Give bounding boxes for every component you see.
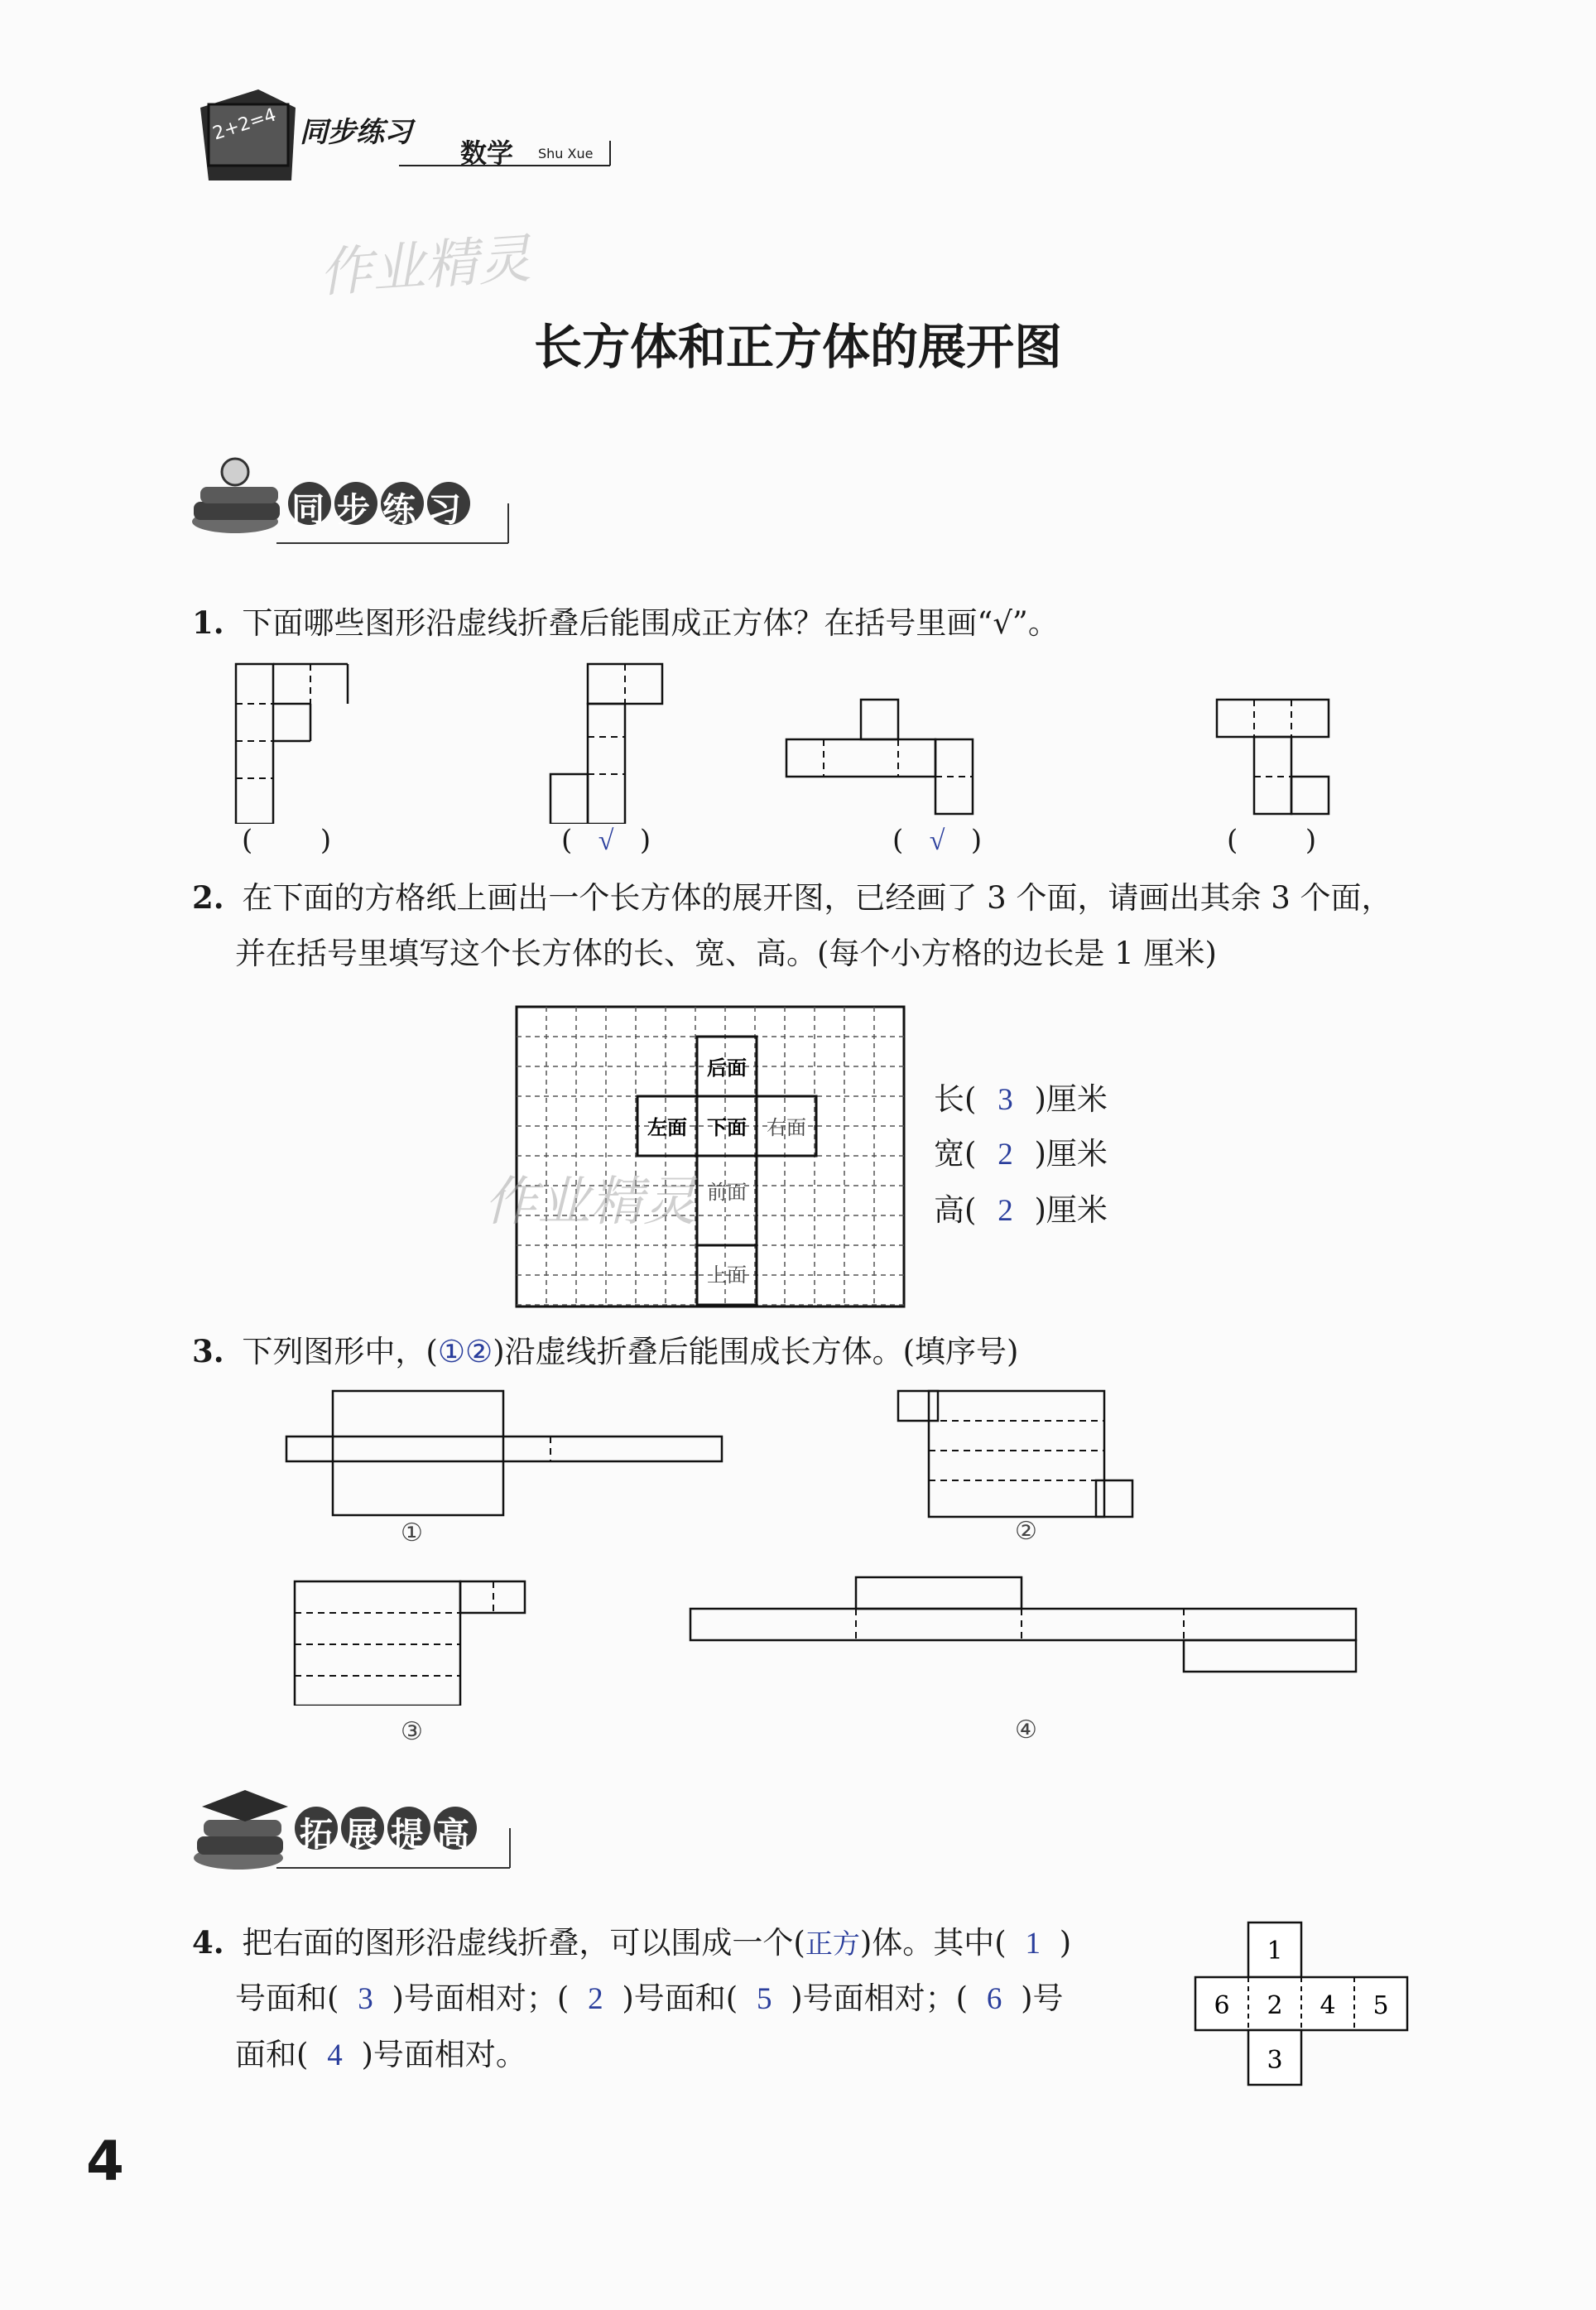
q2-prompt-line1: 2. 在下面的方格纸上画出一个长方体的展开图，已经画了 3 个面，请画出其余 3 个面， <box>192 879 1392 916</box>
q2-width: 宽( 2 )厘米 <box>934 1136 1108 1172</box>
page-number: 4 <box>86 2130 124 2193</box>
q1-answer-2: ( √ ) <box>561 824 651 857</box>
q3-label-4: ④ <box>1015 1716 1037 1745</box>
series-name: 同步练习 <box>300 116 412 149</box>
net-face-3: 3 <box>1267 2046 1283 2075</box>
watermark-top: 作业精灵 <box>317 229 533 305</box>
q3-label-1: ① <box>401 1518 423 1547</box>
q4-net <box>1192 1918 1416 2090</box>
subject-name: 数学 <box>460 137 514 169</box>
face-bottom: 下面 <box>707 1115 747 1139</box>
q2-prompt-line2: 并在括号里填写这个长方体的长、宽、高。(每个小方格的边长是 1 厘米) <box>235 936 1217 971</box>
q2-length: 长( 3 )厘米 <box>934 1081 1108 1117</box>
face-right: 右面 <box>767 1116 806 1139</box>
q3-label-3: ③ <box>401 1717 423 1746</box>
q3-number: 3. <box>192 1333 224 1369</box>
q4-line2: 号面和( 3 )号面相对；( 2 )号面和( 5 )号面相对；( 6 )号 <box>235 1980 1064 2016</box>
net-face-6: 6 <box>1214 1991 1230 2020</box>
q2-height: 高( 2 )厘米 <box>934 1192 1108 1228</box>
q1-answer-3: ( √ ) <box>892 824 983 857</box>
q1-prompt <box>192 604 1059 642</box>
q3-prompt: 3. 下列图形中，(①②)沿虚线折叠后能围成长方体。(填序号) <box>192 1333 1019 1369</box>
board-text: 2+2=4 <box>210 104 279 145</box>
q4-number: 4. <box>192 1924 224 1961</box>
q3-figures <box>281 1383 1366 1706</box>
net-face-4: 4 <box>1320 1991 1336 2020</box>
q1-text: 下面哪些图形沿虚线折叠后能围成正方体？在括号里画“√”。 <box>242 605 1059 641</box>
face-left: 左面 <box>647 1115 687 1139</box>
net-face-1: 1 <box>1267 1937 1283 1966</box>
q1-answer-4: ( ) <box>1227 824 1317 857</box>
net-face-2: 2 <box>1267 1991 1283 2020</box>
q1-number: 1. <box>192 604 224 641</box>
face-front: 前面 <box>707 1181 747 1204</box>
q2-number: 2. <box>192 879 224 916</box>
q2-grid <box>513 1003 907 1310</box>
section-practice-label: 同步练习 <box>291 491 474 529</box>
subject-pinyin: Shu Xue <box>538 146 594 161</box>
q4-line3: 面和( 4 )号面相对。 <box>235 2037 526 2072</box>
face-back: 后面 <box>707 1056 747 1080</box>
face-top: 上面 <box>707 1263 747 1287</box>
q3-label-2: ② <box>1015 1517 1037 1546</box>
watermark-mid: 作业精灵 <box>484 1172 696 1233</box>
page-title: 长方体和正方体的展开图 <box>533 319 1062 375</box>
section-extension-label: 拓展提高 <box>300 1816 482 1854</box>
q3-answer: ①② <box>437 1335 493 1369</box>
q4-line1: 4. 把右面的图形沿虚线折叠，可以围成一个(正方)体。其中( 1 ) <box>192 1924 1072 1961</box>
q1-answer-1: ( ) <box>242 824 332 857</box>
net-face-5: 5 <box>1372 1991 1389 2020</box>
q1-figures <box>224 654 1358 824</box>
